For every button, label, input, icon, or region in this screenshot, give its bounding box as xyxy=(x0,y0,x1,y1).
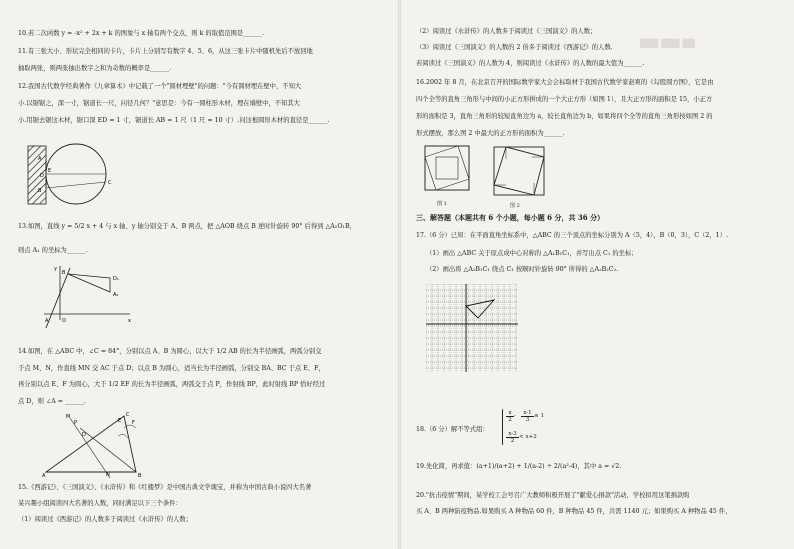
question-17-line-1: 17.（6 分）已知：在平面直角坐标系中，△ABC 的三个顶点的坐标分别为 A（5，4），B（0，3），C（2，1）. xyxy=(416,232,728,239)
label-M: M xyxy=(66,414,71,420)
figure-q13-rotation xyxy=(40,262,135,332)
figure-1-caption: 图 1 xyxy=(437,201,447,207)
line-AB xyxy=(46,268,70,328)
inequality-brace xyxy=(502,409,505,445)
question-13-line-2: 则点 A₁ 的坐标为______. xyxy=(18,247,88,254)
question-17-part-2: （2）画出将 △A₁B₁C₁ 绕点 C₁ 按顺时针旋转 90° 所得的 △A₂B₂C₂. xyxy=(426,266,619,273)
label-E: E xyxy=(48,168,52,174)
question-19: 19.先化简，再求值：(a+1)/(a+2) + 1/(a-2) ÷ 2/(a²-4)，其中 a = √2. xyxy=(416,463,622,470)
figure-zhao-shuang-1 xyxy=(422,143,472,195)
tilted-square xyxy=(494,147,544,195)
question-13-line-1: 13.如图，直线 y = 5/2 x + 4 与 x 轴、y 轴分别交于 A、B 两点，把 △AOB 绕点 B 逆时针旋转 90° 后得到 △A₁O₁B， xyxy=(18,223,356,230)
label-B: B xyxy=(38,188,42,194)
question-14-line-4: 点 D，则 ∠A = ______. xyxy=(18,398,86,405)
question-15-cont-1: （2）阅读过《水浒传》的人数多于阅读过《三国演义》的人数； xyxy=(416,28,597,35)
question-15-line-2: 某兴趣小组阅读四大名著的人数，同时满足以下三个条件： xyxy=(18,500,182,507)
frac-x-over-2: $\frac{x}{2}$ xyxy=(506,410,514,423)
question-11-line-2: 抽取两张，则两张抽出数字之和为奇数的概率是______. xyxy=(18,65,172,72)
figure-q12-circle-wall xyxy=(18,140,128,210)
question-11-line-1: 11.有三张大小、形状完全相同的卡片，卡片上分别写有数字 4、5、6，从这三张卡片中随机先后不放回地 xyxy=(18,48,313,55)
label-A: A xyxy=(42,473,46,478)
inner-small-square xyxy=(436,157,458,179)
question-14-line-3: 再分别以点 E、F 为圆心，大于 1/2 EF 的长为半径画弧，两弧交于点 P，作射线 BP，此时射线 BP 恰好经过 xyxy=(18,381,326,388)
label-y: y xyxy=(54,266,57,272)
triangle-ABC xyxy=(46,416,136,472)
label-A1: A₁ xyxy=(113,292,119,298)
question-12-line-2: 小.以锯锯之，深一寸，锯道长一尺，问径几何？"意思是：今有一圆柱形木材，埋在墙壁中，不知其大 xyxy=(18,100,300,107)
label-C: C xyxy=(126,412,130,418)
question-16-line-4: 形式摆放，那么图 2 中最大的正方形的面积为______. xyxy=(416,130,565,137)
label-x: x xyxy=(128,318,131,324)
line-MN xyxy=(70,418,110,478)
figure-q17-grid xyxy=(426,284,518,372)
figure-2-caption: 图 2 xyxy=(510,203,520,209)
question-16-line-2: 四个全等的直角三角形与中间的小正方形拼成的一个大正方形（如图 1），且大正方形的面积是 15，小正方 xyxy=(416,96,713,103)
question-20-line-2: 买 A、B 两种防疫物品.如果购买 A 种物品 60 件，B 种物品 45 件，共需 1140 元；如果购买 A 种物品 45 件， xyxy=(416,508,732,515)
question-10: 10.若二次函数 y = -x² + 2x + k 的图象与 x 轴有两个交点，则 k 的取值范围是______. xyxy=(18,30,265,37)
section-title: 三、解答题（本题共有 6 个小题，每小题 6 分，共 36 分） xyxy=(416,213,605,222)
minus-sign: - xyxy=(514,413,516,419)
question-15-cont-3: 若阅读过《三国演义》的人数为 4，则阅读过《水浒传》的人数的最大值为______. xyxy=(416,60,645,67)
question-14-line-1: 14.如图，在 △ABC 中，∠C = 84°，分别以点 A、B 为圆心，以大于 1/2 AB 的长为半径画弧，两弧分别交 xyxy=(18,348,322,355)
label-P: P xyxy=(74,420,78,426)
question-14-line-2: 于点 M、N，作直线 MN 交 AC 于点 D；以点 B 为圆心，适当长为半径画弧，分别交 BA、BC 于点 E、F， xyxy=(18,365,325,372)
question-16-line-3: 形的面积是 3，直角三角形的较短直角边为 a，较长直角边为 b，如果将四个全等的直角三角形按如图 2 的 xyxy=(416,113,713,120)
label-E: E xyxy=(118,418,122,424)
question-20-line-1: 20."抗击疫情"期间，某学校工会号召广大教师积极开展了"献爱心捐款"活动，学校拟用这笔捐款购 xyxy=(416,492,690,499)
label-D: D xyxy=(40,173,44,179)
bleed-through-text: ▒▒▒ ▒▒▒ ▒▒ xyxy=(640,38,695,48)
figure-zhao-shuang-2 xyxy=(490,143,550,199)
label-D: D xyxy=(82,432,86,438)
question-12-line-1: 12.我国古代数学经典著作《九章算术》中记载了一个"圆材埋壁"的问题："今有圆材埋在壁中，不知大 xyxy=(18,83,302,90)
label-O: O xyxy=(62,318,66,324)
rhs-lt-xplus2: < x+2 xyxy=(519,434,537,440)
frac-xminus1-over-3: $\frac{x-1}{3}$ xyxy=(521,410,534,423)
frac-xminus3-over-2: $\frac{x-3}{2}$ xyxy=(506,431,519,444)
question-18-prefix: 18.（6 分）解不等式组： xyxy=(416,426,489,433)
question-15-line-1: 15.《西游记》、《三国演义》、《水浒传》和《红楼梦》是中国古典文学瑰宝，并称为中国古典小说四大名著 xyxy=(18,484,312,491)
rhs-le-1: ≤ 1 xyxy=(534,413,545,419)
label-A: A xyxy=(45,318,49,324)
label-F: F xyxy=(132,420,135,426)
label-B: B xyxy=(62,270,66,276)
question-15-cont-2: （3）阅读过《三国演义》的人数的 2 倍多于阅读过《西游记》的人数. xyxy=(416,44,613,51)
question-12-line-3: 小.用锯去锯这木材，锯口深 ED = 1 寸，锯道长 AB = 1 尺（1 尺 = 10 寸）.问这根圆形木材的直径是______. xyxy=(18,117,330,124)
right-page xyxy=(400,0,794,549)
question-16-line-1: 16.2002 年 8 月，在北京召开的国际数学家大会会标取材于我国古代数学家赵爽的《勾股圆方图》，它是由 xyxy=(416,79,714,86)
label-B: B xyxy=(138,473,142,478)
label-N: N xyxy=(106,472,110,478)
label-D1: D₁ xyxy=(113,276,119,282)
label-A: A xyxy=(38,156,42,162)
label-C: C xyxy=(108,180,112,186)
question-17-part-1: （1）画出 △ABC 关于原点成中心对称的 △A₁B₁C₁，并写出点 C₁ 的坐标； xyxy=(426,250,638,257)
figure-q14-triangle xyxy=(40,408,150,478)
question-15-line-3: （1）阅读过《西游记》的人数多于阅读过《水浒传》的人数； xyxy=(18,516,193,523)
